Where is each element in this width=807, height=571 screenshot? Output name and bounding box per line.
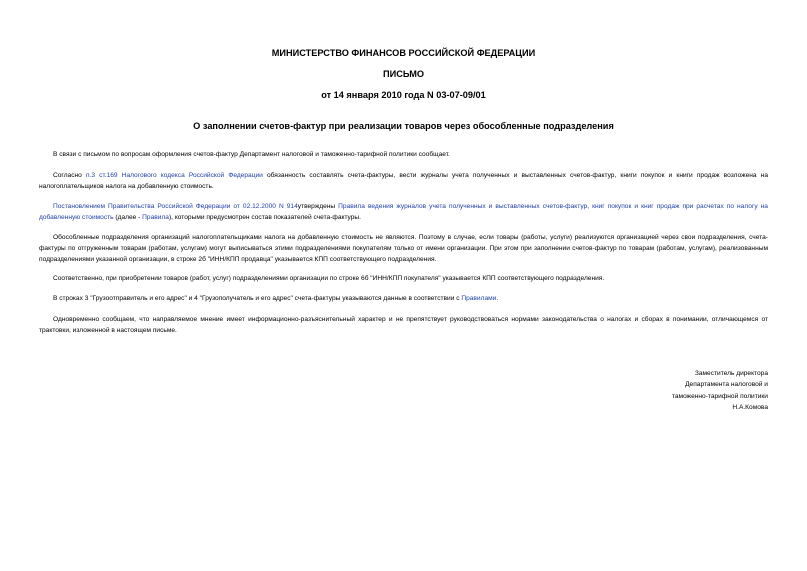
ministry-title: МИНИСТЕРСТВО ФИНАНСОВ РОССИЙСКОЙ ФЕДЕРАЦИИ bbox=[271, 48, 536, 58]
paragraph-4: Обособленные подразделения организаций налогоплательщиками налога на добавленную стоимость не являются. Поэтому в случае, если товары (работы, услуги) реализуются организацией через свои подразделения, счета-фактуры по отгруженным товарам (работам, услугам) могут выписываться этими подразделениями покупателям только от имени организации. При этом при заполнении счетов-фактур по товарам (работам, услугам), реализованным подразделениями указанной организации, в строке 2б "ИНН/КПП продавца" указывается КПП соответствующего подразделения. bbox=[39, 234, 768, 263]
paragraph-3-text-a: утверждены bbox=[297, 203, 339, 210]
paragraph-3-text-c: ), которыми предусмотрен состав показателей счета-фактуры. bbox=[168, 213, 362, 221]
paragraph-6-text-b: . bbox=[496, 295, 499, 302]
signature-block bbox=[568, 368, 768, 413]
paragraph-3 bbox=[39, 202, 768, 224]
paragraph-5: Соответственно, при приобретении товаров (работ, услуг) подразделениями организации по строке 6б "ИНН/КПП покупателя" указывается КПП соответствующего подразделения. bbox=[53, 275, 605, 282]
paragraph-6 bbox=[39, 294, 768, 305]
paragraph-1: В связи с письмом по вопросам оформления счетов-фактур Департамент налоговой и таможенно-тарифной политики сообщает. bbox=[53, 151, 450, 158]
signature-name: Н.А.Комова bbox=[732, 403, 768, 411]
paragraph-7: Одновременно сообщаем, что направляемое мнение имеет информационно-разъяснительный характер и не препятствует руководствоваться нормами законодательства о налогах и сборах в понимании, отличающемся от трактовки, изложенной в настоящем письме. bbox=[39, 316, 768, 334]
rules-short-link[interactable]: Правила bbox=[142, 213, 169, 221]
document-date-number: от 14 января 2010 года N 03-07-09/01 bbox=[321, 90, 486, 100]
paragraph-2-text-a: Согласно bbox=[53, 172, 86, 179]
document-subject: О заполнении счетов-фактур при реализации товаров через обособленные подразделения bbox=[193, 121, 614, 131]
signature-department: Департамента налоговой и bbox=[685, 381, 768, 389]
tax-code-link[interactable]: п.3 ст.169 Налогового кодекса Российской Федерации bbox=[85, 172, 263, 179]
signature-department-cont: таможенно-тарифной политики bbox=[671, 392, 768, 400]
rules-full-link[interactable]: Правила ведения журналов учета полученных и выставленных счетов-фактур, книг покупок и книг продаж при расчетах по налогу на добавленную стоимость bbox=[39, 203, 768, 221]
paragraph-3-text-b: (далее - bbox=[113, 213, 143, 221]
government-decree-link[interactable]: Постановлением Правительства Российской Федерации от 02.12.2000 N 914 bbox=[53, 203, 298, 210]
rules-link[interactable]: Правилами bbox=[461, 295, 497, 302]
paragraph-2-text-b: обязанность составлять счета-фактуры, вести журналы учета полученных и выставленных счетов-фактур, книги покупок и книги продаж возложена на налогоплательщиков налога на добавленную стоимость. bbox=[39, 172, 768, 190]
signature-position: Заместитель директора bbox=[694, 370, 768, 377]
document-type: ПИСЬМО bbox=[382, 69, 425, 79]
paragraph-6-text-a: В строках 3 "Грузоотправитель и его адрес" и 4 "Грузополучатель и его адрес" счета-фактуры указываются данные в соответствии с bbox=[53, 295, 462, 302]
paragraph-2 bbox=[39, 171, 768, 193]
